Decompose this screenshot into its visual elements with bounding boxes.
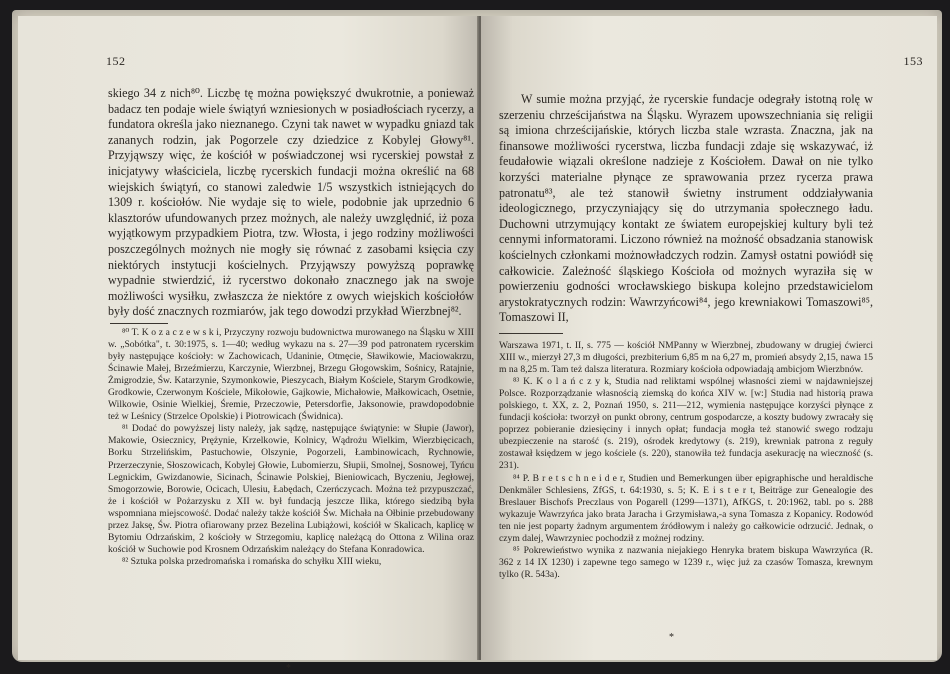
footnote-84: ⁸⁴ P. B r e t s c h n e i d e r, Studien und Bemerkungen über epigraphische und heraldische Denkmäler Schlesiens, ZfGS, t. 64:1930, s. 5; K. E i s t e r t, Beiträge zur Genealogie des Breslauer Bischofs Preczlaus von Pogarell (1299—1371), AfKGS, t. 20:1962, tabl. po s. 288 wykazuje Wawrzyńca jako brata Jaracha i Grzymisława,-a syna Tomasza z Kopanicy. Rodowód ten nie jest poparty żadnym argumentem źródłowym i należy go całkowicie odrzucić. Jednak, o czym dalej, Wawrzyniec pochodził z możnej rodziny.: [499, 472, 873, 544]
body-text: skiego 34 z nich⁸⁰. Liczbę tę można powiększyć dwukrotnie, a ponieważ badacz ten podaje wiele świątyń wzniesionych w posiadłościach rycerzy, a fundatora określa jako nieznanego. Czyni tak nawet w wypadku gniazd tak zananych rodzin, jak Pogorzele czy dziedzice z Kobylej Głowy⁸¹. Przyjąwszy więc, że kościół w poświadczonej wsi rycerskiej powstał z inicjatywy właściciela, liczbę rycerskich fundacji można określić na 68 wiejskich świątyń, co stanowi zaledwie 1/5 wszystkich istniejących do 1309 r. kościołów. Nie wydaje się to wiele, podobnie jak uprzednio 6 klasztorów ufundowanych przez możnych, ale należy uwzględnić, iż poza wyjątkowym przypadkiem Piotra, tzw. Włosta, i jego rodziny możliwości poszczególnych możnych nie mogły się równać z zasobami księcia czy niektórych instytucji kościelnych. Przyjąwszy powyższą poprawkę wypadnie stwierdzić, iż rycerstwo dokonało znacznego jak na swoje możliwości wysiłku, zwłaszcza że niektóre z owych wiejskich kościołów były dość znacznych rozmiarów, jak tego dowodzi przykład Wierzbnej⁸².: [108, 86, 474, 319]
footnote-82-continued: Warszawa 1971, t. II, s. 775 — kościół NMPanny w Wierzbnej, zbudowany w drugiej ćwierci XIII w., mierzył 27,3 m długości, prezbiterium 6,85 m na 6,27 m, promień absydy 2,15, nawa 15 m na 8,25 m. Tam też dalsza literatura. Rozmiary kościoła odpowiadają ambicjom Wierzbnów.: [499, 340, 873, 376]
page-number: 153: [903, 54, 923, 68]
page-number: 152: [106, 54, 126, 68]
footnote-80: ⁸⁰ T. K o z a c z e w s k i, Przyczyny rozwoju budownictwa murowanego na Śląsku w XIII w. „Sobótka", t. 30:1975, s. 1—40; według wykazu na s. 27—39 pod patronatem rycerskim były następujące kościoły: w Zachowicach, Udaninie, Otmęcie, Sławikowie, Maciowakrzu, Ścinawie Małej, Brzeźmierzu, Karczynie, Wierzbnej, Brzegu Głogowskim, Sośnicy, Ratajnie, Żmigrodzie, Św. Katarzynie, Szymonkowie, Pieszycach, Białym Kościele, Starym Grodkowie, Grodkowie, Czerwonym Kościele, Mikołowie, Gajkowie, Michałowie, Małkowicach, Osetnie, Wilkowie, Osinie Wielkiej, Śremie, Przeczowie, Petersdorfie, Jaksonowie, prawdopodobnie też w Leśnicy (Strzelce Opolskie) i Piotrowicach (Świdnica).: [108, 327, 474, 423]
footnotes: [499, 340, 873, 581]
footnote-83: ⁸³ K. K o l a ń c z y k, Studia nad reliktami wspólnej własności ziemi w najdawniejszej Polsce. Rozporządzanie własnością ziemską do końca XIV w. [w:] Studia nad historią prawa polskiego, t. XX, z. 2, Poznań 1950, s. 211—212, wymienia następujące korzyści płynące z fundacji kościoła: tworzył on punkt obrony, centrum gospodarcze, a koszty budowy zwracały się poprzez pobieranie dziesięciny i innych opłat; fundacja mogła też stanowić swego rodzaju ubezpieczenie na starość (s. 219), ośrodek kredytowy (s. 219), krewniak patrona z reguły zostawał księdzem w jego kościele (s. 220), stanowiła też fundacja asekurację na wieczność (s. 231).: [499, 376, 873, 472]
printer-mark: *: [286, 663, 291, 674]
footnote-81: ⁸¹ Dodać do powyższej listy należy, jak sądzę, następujące świątynie: w Słupie (Jawor), Makowie, Osiecznicy, Prężynie, Krzelkowie, Kolnicy, Wądrożu Wielkim, Wierzbięcicach, Borku Strzelińskim, Pastuchowie, Olszynie, Pogorzeli, Łambinowicach, Rychnowie, Przerzeczynie, Słoszowicach, Kobylej Głowie, Lubomierzu, Słupii, Smolnej, Sosnowej, Tyńcu Legnickim, Gwizdanowie, Sicinach, Ścinawie Polskiej, Bieniowicach, Byczeniu, Jegłowej, Smogorzowie, Borowie, Ocicach, Ulesiu, Łabędach, Czerńczycach. Można też przypuszczać, że i kościół w Pożarzysku z XII w. był fundacją jeszcze Ilika, którego siedzibą była wspomniana miejscowość. Dodać należy także kościół Św. Michała na Ołbinie przebudowany przez Jaksę, Św. Piotra ofiarowany przez Bezelina Lubiążowi, kościół w Skalicach, kaplicę w Bytomiu Odrzańskim, 2 kościoły w Strzegomiu, kaplicę należącą do Ottona z Wilina oraz kościół w Suchowie pod Krosnem Odrzańskim należący do Stefana Konradowica.: [108, 423, 474, 555]
right-page: [481, 16, 937, 660]
printer-mark: *: [669, 632, 674, 643]
footnotes: [108, 327, 474, 568]
body-text: W sumie można przyjąć, że rycerskie fundacje odegrały istotną rolę w szerzeniu chrześcijaństwa na Śląsku. Wyrazem upowszechniania się religii są imiona chrześcijańskie, których liczba stale wzrasta. Znaczna, jak na finansowe możliwości rycerstwa, liczba fundacji zdaje się wskazywać, iż feudałowie wiązali określone nadzieje z Kościołem. Dawał on nie tylko korzyści materialne płynące ze sprawowania przez rycerza prawa patronatu⁸³, ale też stanowił świetny instrument oddziaływania ideologicznego, przyczyniający się do utrzymania społecznego ładu. Duchowni utrzymujący kontakt ze światem europejskiej kultury byli też cennymi informatorami. Liczono również na możność obsadzania stanowisk kościelnych członkami możnowładczych rodzin. Zamysł ostatni powiódł się całkowicie. Zależność śląskiego Kościoła od możnych wyraziła się w powierzeniu godności wrocławskiego biskupa kolejno przedstawicielom arystokratycznych rodzin: Wawrzyńcowi⁸⁴, jego krewniakowi Tomaszowi⁸⁵, Tomaszowi II,: [499, 92, 873, 325]
left-page: [18, 16, 479, 674]
footnote-rule: [499, 333, 563, 334]
open-book: [12, 10, 942, 674]
footnote-82: ⁸² Sztuka polska przedromańska i romańska do schyłku XIII wieku,: [122, 555, 382, 567]
footnote-rule: [110, 323, 168, 324]
footnote-85: ⁸⁵ Pokrewieństwo wynika z nazwania niejakiego Henryka bratem biskupa Wawrzyńca (R. 362 z 14 IX 1230) i zapewne tego samego w 1239 r., więc już za czasów Tomasza, krewnym tylko (R. 543a).: [499, 544, 873, 580]
